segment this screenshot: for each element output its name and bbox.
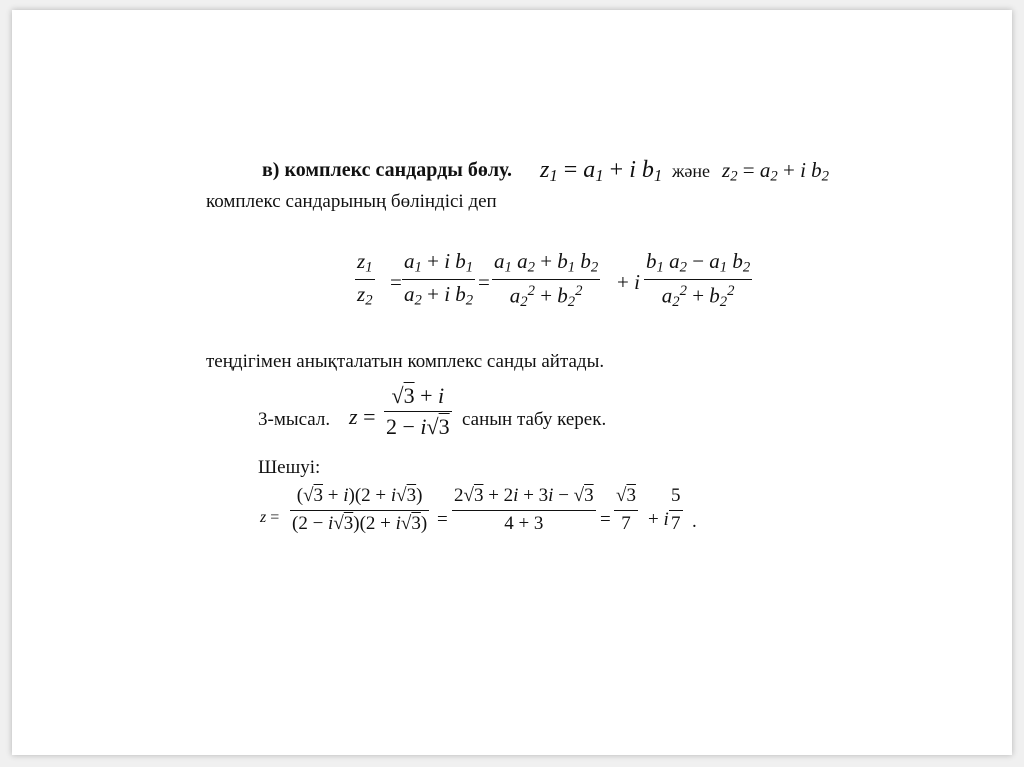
equals-sign-2: = xyxy=(478,270,490,294)
plus-i-2: + i xyxy=(648,509,669,530)
formula-z2: $z_2 = a_2 + i$ $b_2$ xyxy=(722,158,829,185)
formula-z1: $z_1 = a_1 + i$ $b_1$ xyxy=(540,157,663,186)
section-heading: в) комплекс сандарды бөлу. xyxy=(262,159,513,181)
example-label: 3-мысал. xyxy=(258,409,331,430)
solution-fraction-3: √3 7 xyxy=(616,485,636,534)
plus-i: + i xyxy=(617,270,640,294)
fraction-z1-z2: $z_1$ $z_2$ xyxy=(357,249,373,309)
final-period: . xyxy=(692,511,697,532)
equals-sign-1: = xyxy=(390,270,402,294)
example-fraction: √3 + i 2 − i√3 xyxy=(386,383,450,440)
solution-fraction-1: (√3 + i)(2 + i√3) (2 − i√3)(2 + i√3) xyxy=(292,485,428,534)
solution-fraction-4: 5 7 xyxy=(671,485,681,534)
intro-text: комплекс сандарының бөліндісі деп xyxy=(206,191,497,212)
fraction-a-ib: $a_1 + i$ $b_1$ $a_2 + i$ $b_2$ xyxy=(404,249,474,309)
solution-z-equals: z = xyxy=(260,509,280,526)
example-tail-text: санын табу керек. xyxy=(462,409,607,430)
equals-sign-4: = xyxy=(600,509,611,530)
fraction-imag-part: $b_1$ $a_2 - a_1$ $b_2$ $a_2^2 + b_2^2$ xyxy=(646,249,751,310)
slide xyxy=(12,10,1012,755)
equals-sign-3: = xyxy=(437,509,448,530)
conjunction-text: және xyxy=(672,161,711,181)
solution-fraction-2: 2√3 + 2i + 3i − √3 4 + 3 xyxy=(454,485,594,534)
definition-text: теңдігімен анықталатын комплекс санды айтады. xyxy=(206,351,605,372)
fraction-real-part: $a_1$ $a_2 + b_1$ $b_2$ $a_2^2 + b_2^2$ xyxy=(494,249,599,310)
solution-label: Шешуі: xyxy=(258,457,321,478)
example-z-equals: z = xyxy=(349,404,376,429)
